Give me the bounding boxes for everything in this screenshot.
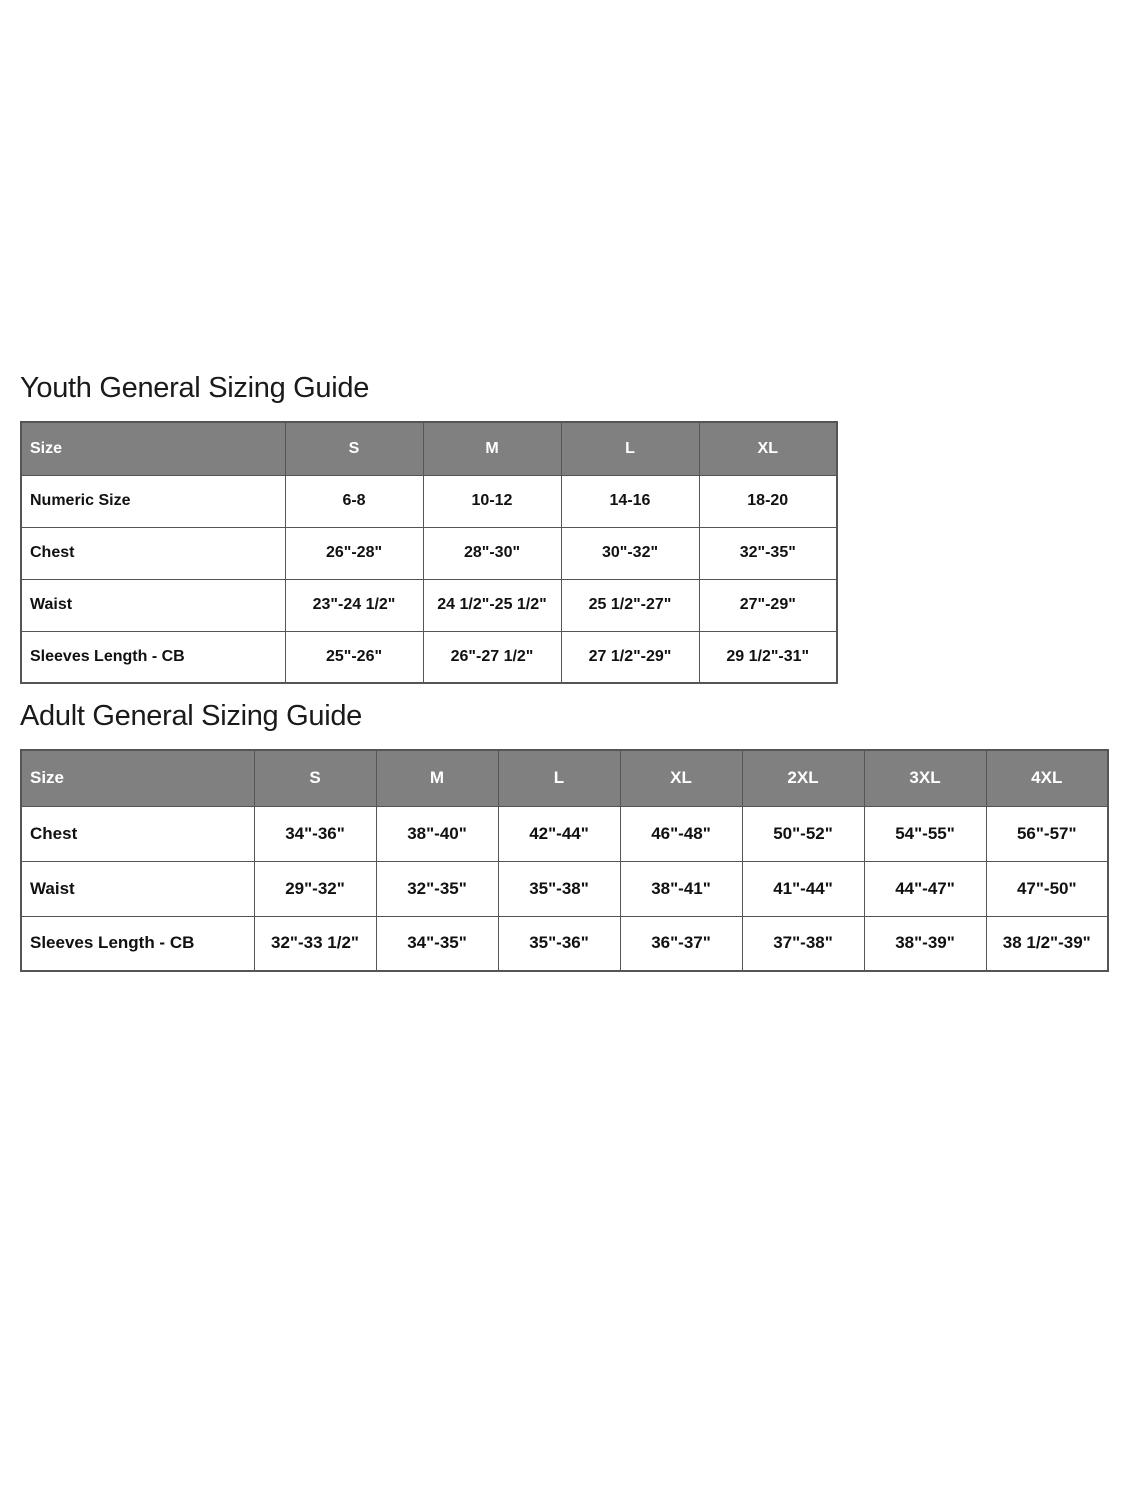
adult-cell: 35"-38" xyxy=(498,861,620,916)
adult-header-s: S xyxy=(254,750,376,806)
youth-sizing-title: Youth General Sizing Guide xyxy=(20,372,370,404)
youth-header-s: S xyxy=(285,422,423,475)
adult-cell: 35"-36" xyxy=(498,916,620,971)
youth-row-sleeves-length xyxy=(21,631,837,683)
adult-cell: 36"-37" xyxy=(620,916,742,971)
youth-cell: 24 1/2"-25 1/2" xyxy=(423,579,561,631)
adult-cell: 38 1/2"-39" xyxy=(986,916,1108,971)
youth-cell: 6-8 xyxy=(285,475,423,527)
adult-cell: 29"-32" xyxy=(254,861,376,916)
youth-cell: 27 1/2"-29" xyxy=(561,631,699,683)
adult-cell: 50"-52" xyxy=(742,806,864,861)
adult-cell: 47"-50" xyxy=(986,861,1108,916)
youth-cell: 25 1/2"-27" xyxy=(561,579,699,631)
youth-row-numeric-size xyxy=(21,475,837,527)
youth-cell: 26"-27 1/2" xyxy=(423,631,561,683)
youth-cell: 29 1/2"-31" xyxy=(699,631,837,683)
youth-cell: 14-16 xyxy=(561,475,699,527)
adult-row-chest xyxy=(21,806,1108,861)
adult-header-4xl: 4XL xyxy=(986,750,1108,806)
adult-cell: 38"-40" xyxy=(376,806,498,861)
adult-cell: 42"-44" xyxy=(498,806,620,861)
adult-cell: 46"-48" xyxy=(620,806,742,861)
adult-cell: 37"-38" xyxy=(742,916,864,971)
youth-cell: 30"-32" xyxy=(561,527,699,579)
adult-header-2xl: 2XL xyxy=(742,750,864,806)
youth-cell: 10-12 xyxy=(423,475,561,527)
adult-header-3xl: 3XL xyxy=(864,750,986,806)
youth-cell: 23"-24 1/2" xyxy=(285,579,423,631)
youth-header-l: L xyxy=(561,422,699,475)
adult-row-label: Chest xyxy=(21,806,254,861)
adult-cell: 38"-41" xyxy=(620,861,742,916)
youth-row-chest xyxy=(21,527,837,579)
adult-cell: 56"-57" xyxy=(986,806,1108,861)
adult-header-m: M xyxy=(376,750,498,806)
youth-header-xl: XL xyxy=(699,422,837,475)
adult-cell: 38"-39" xyxy=(864,916,986,971)
youth-cell: 25"-26" xyxy=(285,631,423,683)
youth-row-label: Waist xyxy=(21,579,285,631)
adult-header-row xyxy=(21,750,1108,806)
youth-row-label: Numeric Size xyxy=(21,475,285,527)
youth-row-waist xyxy=(21,579,837,631)
youth-cell: 27"-29" xyxy=(699,579,837,631)
adult-header-xl: XL xyxy=(620,750,742,806)
youth-sizing-table xyxy=(20,421,838,684)
adult-cell: 54"-55" xyxy=(864,806,986,861)
adult-header-size: Size xyxy=(21,750,254,806)
youth-row-label: Chest xyxy=(21,527,285,579)
adult-row-label: Sleeves Length - CB xyxy=(21,916,254,971)
adult-sizing-table xyxy=(20,749,1109,972)
youth-cell: 18-20 xyxy=(699,475,837,527)
adult-row-waist xyxy=(21,861,1108,916)
adult-cell: 41"-44" xyxy=(742,861,864,916)
adult-cell: 32"-33 1/2" xyxy=(254,916,376,971)
adult-cell: 34"-35" xyxy=(376,916,498,971)
adult-header-l: L xyxy=(498,750,620,806)
youth-cell: 26"-28" xyxy=(285,527,423,579)
adult-row-sleeves-length xyxy=(21,916,1108,971)
adult-cell: 44"-47" xyxy=(864,861,986,916)
youth-row-label: Sleeves Length - CB xyxy=(21,631,285,683)
youth-header-m: M xyxy=(423,422,561,475)
youth-header-size: Size xyxy=(21,422,285,475)
youth-cell: 28"-30" xyxy=(423,527,561,579)
adult-cell: 32"-35" xyxy=(376,861,498,916)
youth-header-row xyxy=(21,422,837,475)
youth-cell: 32"-35" xyxy=(699,527,837,579)
adult-row-label: Waist xyxy=(21,861,254,916)
adult-sizing-title: Adult General Sizing Guide xyxy=(20,700,363,732)
adult-cell: 34"-36" xyxy=(254,806,376,861)
